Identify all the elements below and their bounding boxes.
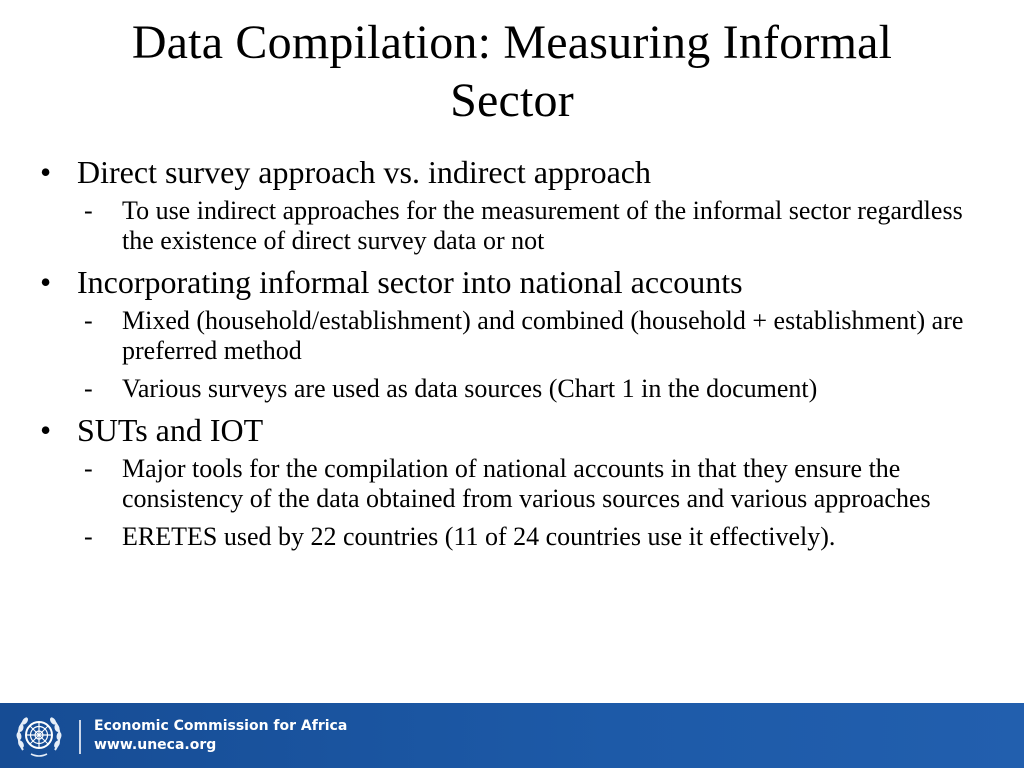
bullet-item <box>40 264 1000 300</box>
sub-text: Mixed (household/establishment) and combined (household + establishment) are preferred method <box>122 306 964 365</box>
website-link[interactable]: www.uneca.org <box>94 737 217 753</box>
sub-item <box>40 454 1000 514</box>
bullet-marker: • <box>40 154 52 190</box>
sub-list <box>40 196 1000 256</box>
sub-text: Major tools for the compilation of national accounts in that they ensure the consistency of the data obtained from various sources and various approaches <box>122 454 931 513</box>
sub-text: ERETES used by 22 countries (11 of 24 countries use it effectively). <box>122 522 836 551</box>
bullet-item <box>40 154 1000 190</box>
sub-text: To use indirect approaches for the measurement of the informal sector regardless the existence of direct survey data or not <box>122 196 963 255</box>
slide-title <box>50 14 974 130</box>
sub-item <box>40 196 1000 256</box>
sub-marker: - <box>84 306 93 335</box>
sub-list <box>40 306 1000 404</box>
bullet-marker: • <box>40 264 52 300</box>
organization-name: Economic Commission for Africa <box>94 718 348 734</box>
footer-divider <box>79 720 81 754</box>
sub-marker: - <box>84 454 93 483</box>
footer-bar <box>0 703 1024 768</box>
sub-item <box>40 374 1000 404</box>
slide-title-line-2: Sector <box>450 74 574 127</box>
un-emblem-icon <box>13 710 65 762</box>
bullet-text: Incorporating informal sector into national accounts <box>77 264 743 300</box>
sub-list <box>40 454 1000 552</box>
bullet-marker: • <box>40 412 52 448</box>
bullet-text: Direct survey approach vs. indirect approach <box>77 154 651 190</box>
sub-item <box>40 306 1000 366</box>
sub-text: Various surveys are used as data sources (Chart 1 in the document) <box>122 374 818 403</box>
slide-body <box>40 154 1000 560</box>
bullet-item <box>40 412 1000 448</box>
bullet-text: SUTs and IOT <box>77 412 264 448</box>
sub-item <box>40 522 1000 552</box>
sub-marker: - <box>84 196 93 225</box>
slide-title-line-1: Data Compilation: Measuring Informal <box>131 16 893 69</box>
sub-marker: - <box>84 522 93 551</box>
sub-marker: - <box>84 374 93 403</box>
